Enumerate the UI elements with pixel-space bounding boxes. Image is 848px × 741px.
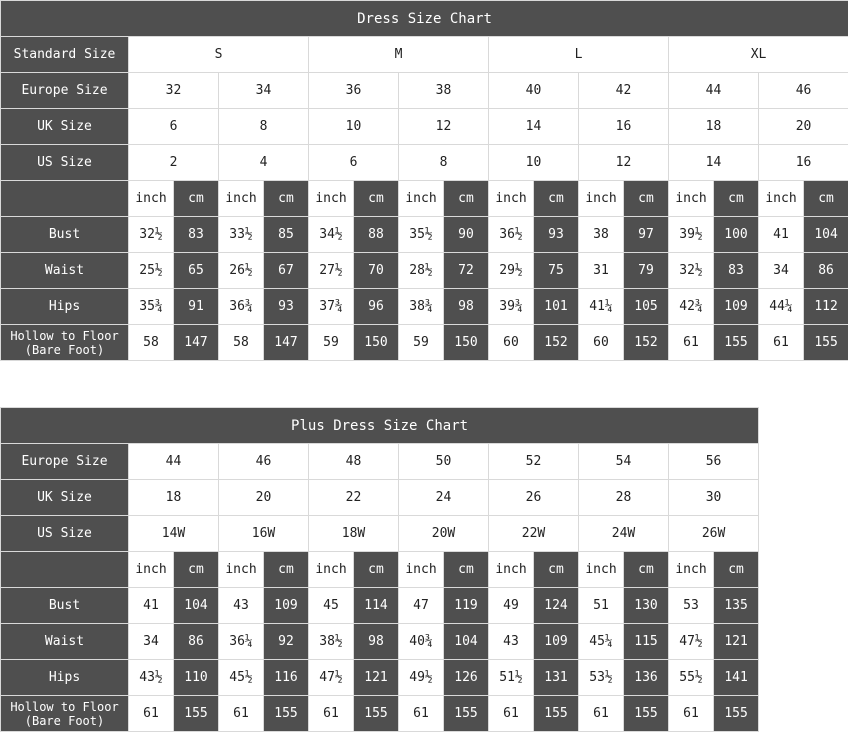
cm-value: 155 [354,696,399,732]
blank-label-cell [1,552,129,588]
measurement-row [1,325,848,361]
standard-size-row [1,37,848,73]
row-label: UK Size [1,109,129,145]
inch-value: 28½ [399,253,444,289]
size-cell: 8 [219,109,309,145]
inch-value: 36¼ [219,624,264,660]
row-label-line: Hollow to Floor [10,328,119,343]
size-cell: 16 [759,145,848,181]
inch-value: 39¾ [489,289,534,325]
cm-value: 86 [804,253,848,289]
measurement-row [1,253,848,289]
cm-value: 100 [714,217,759,253]
size-row [1,480,759,516]
cm-value: 67 [264,253,309,289]
cm-value: 155 [714,696,759,732]
cm-value: 91 [174,289,219,325]
cm-value: 155 [174,696,219,732]
unit-cm-header: cm [534,181,579,217]
inch-value: 34½ [309,217,354,253]
cm-value: 155 [624,696,669,732]
size-cell: 52 [489,444,579,480]
spacer [0,370,848,407]
row-label [1,325,129,361]
row-label: Bust [1,217,129,253]
size-cell: 26 [489,480,579,516]
size-cell: 10 [309,109,399,145]
inch-value: 42¾ [669,289,714,325]
inch-value: 53 [669,588,714,624]
unit-inch-header: inch [219,552,264,588]
size-cell: L [489,37,669,73]
inch-value: 60 [579,325,624,361]
measurement-row [1,217,848,253]
inch-value: 61 [129,696,174,732]
inch-value: 47½ [309,660,354,696]
inch-value: 51 [579,588,624,624]
unit-cm-header: cm [444,181,489,217]
inch-value: 45½ [219,660,264,696]
row-label-line: Hollow to Floor [10,699,119,714]
size-cell: 20 [219,480,309,516]
size-cell: 36 [309,73,399,109]
cm-value: 147 [174,325,219,361]
unit-inch-header: inch [309,181,354,217]
row-label: Europe Size [1,444,129,480]
size-cell: 44 [669,73,759,109]
cm-value: 70 [354,253,399,289]
row-label: UK Size [1,480,129,516]
size-cell: 14 [669,145,759,181]
size-cell: 18 [669,109,759,145]
size-cell: 40 [489,73,579,109]
size-cell: 24W [579,516,669,552]
unit-cm-header: cm [714,181,759,217]
inch-value: 60 [489,325,534,361]
size-cell: 42 [579,73,669,109]
inch-value: 27½ [309,253,354,289]
size-cell: 10 [489,145,579,181]
cm-value: 150 [354,325,399,361]
inch-value: 61 [399,696,444,732]
inch-value: 34 [759,253,804,289]
inch-value: 45¼ [579,624,624,660]
cm-value: 92 [264,624,309,660]
cm-value: 126 [444,660,489,696]
cm-value: 93 [534,217,579,253]
cm-value: 83 [174,217,219,253]
inch-value: 45 [309,588,354,624]
inch-value: 55½ [669,660,714,696]
size-cell: 18 [129,480,219,516]
measurement-row [1,624,759,660]
cm-value: 155 [534,696,579,732]
row-label [1,696,129,732]
inch-value: 61 [309,696,354,732]
unit-cm-header: cm [804,181,848,217]
chart-title: Dress Size Chart [1,1,848,37]
inch-value: 38¾ [399,289,444,325]
cm-value: 98 [354,624,399,660]
inch-value: 26½ [219,253,264,289]
cm-value: 98 [444,289,489,325]
size-cell: 54 [579,444,669,480]
cm-value: 109 [534,624,579,660]
inch-value: 36¾ [219,289,264,325]
measurement-row [1,660,759,696]
inch-value: 41 [129,588,174,624]
size-cell: 16 [579,109,669,145]
cm-value: 79 [624,253,669,289]
cm-value: 85 [264,217,309,253]
cm-value: 104 [174,588,219,624]
cm-value: 119 [444,588,489,624]
cm-value: 96 [354,289,399,325]
cm-value: 109 [714,289,759,325]
inch-value: 34 [129,624,174,660]
unit-inch-header: inch [669,181,714,217]
inch-value: 29½ [489,253,534,289]
cm-value: 136 [624,660,669,696]
inch-value: 59 [309,325,354,361]
size-cell: 12 [399,109,489,145]
size-cell: 20W [399,516,489,552]
cm-value: 88 [354,217,399,253]
inch-value: 41 [759,217,804,253]
unit-cm-header: cm [624,181,669,217]
measurement-row [1,696,759,732]
row-label: Europe Size [1,73,129,109]
size-cell: 20 [759,109,848,145]
inch-value: 61 [219,696,264,732]
inch-value: 37¾ [309,289,354,325]
cm-value: 114 [354,588,399,624]
cm-value: 124 [534,588,579,624]
cm-value: 109 [264,588,309,624]
cm-value: 110 [174,660,219,696]
inch-value: 51½ [489,660,534,696]
size-cell: 8 [399,145,489,181]
cm-value: 90 [444,217,489,253]
chart-title-row [1,408,759,444]
size-row [1,145,848,181]
inch-value: 44¼ [759,289,804,325]
inch-value: 49 [489,588,534,624]
unit-inch-header: inch [579,552,624,588]
cm-value: 121 [714,624,759,660]
inch-value: 43 [489,624,534,660]
size-cell: 28 [579,480,669,516]
row-label: Waist [1,624,129,660]
unit-cm-header: cm [714,552,759,588]
row-label: US Size [1,516,129,552]
cm-value: 116 [264,660,309,696]
unit-inch-header: inch [399,181,444,217]
unit-inch-header: inch [399,552,444,588]
unit-inch-header: inch [489,552,534,588]
size-cell: S [129,37,309,73]
dress-size-chart [0,0,848,361]
row-label: Hips [1,660,129,696]
size-cell: 46 [219,444,309,480]
cm-value: 112 [804,289,848,325]
cm-value: 131 [534,660,579,696]
size-cell: 16W [219,516,309,552]
inch-value: 33½ [219,217,264,253]
size-cell: 24 [399,480,489,516]
unit-cm-header: cm [354,552,399,588]
inch-value: 49½ [399,660,444,696]
cm-value: 105 [624,289,669,325]
blank-label-cell [1,181,129,217]
size-cell: 32 [129,73,219,109]
inch-value: 32½ [129,217,174,253]
inch-value: 43 [219,588,264,624]
unit-row [1,181,848,217]
cm-value: 147 [264,325,309,361]
size-row [1,109,848,145]
unit-cm-header: cm [354,181,399,217]
row-label: US Size [1,145,129,181]
unit-inch-header: inch [579,181,624,217]
cm-value: 115 [624,624,669,660]
unit-inch-header: inch [129,552,174,588]
cm-value: 141 [714,660,759,696]
unit-inch-header: inch [219,181,264,217]
size-cell: 6 [309,145,399,181]
unit-inch-header: inch [669,552,714,588]
size-cell: 14 [489,109,579,145]
cm-value: 97 [624,217,669,253]
cm-value: 152 [534,325,579,361]
cm-value: 75 [534,253,579,289]
unit-cm-header: cm [264,181,309,217]
inch-value: 61 [489,696,534,732]
cm-value: 130 [624,588,669,624]
size-row [1,444,759,480]
cm-value: 72 [444,253,489,289]
row-label-line: (Bare Foot) [24,342,105,357]
inch-value: 25½ [129,253,174,289]
cm-value: 101 [534,289,579,325]
inch-value: 35½ [399,217,444,253]
inch-value: 43½ [129,660,174,696]
unit-cm-header: cm [534,552,579,588]
inch-value: 53½ [579,660,624,696]
unit-inch-header: inch [309,552,354,588]
inch-value: 61 [669,696,714,732]
size-cell: 38 [399,73,489,109]
size-cell: 46 [759,73,848,109]
cm-value: 65 [174,253,219,289]
inch-value: 59 [399,325,444,361]
size-cell: 26W [669,516,759,552]
inch-value: 35¾ [129,289,174,325]
inch-value: 38 [579,217,624,253]
unit-inch-header: inch [489,181,534,217]
inch-value: 58 [129,325,174,361]
inch-value: 61 [579,696,624,732]
row-label-line: (Bare Foot) [24,713,105,728]
size-cell: 30 [669,480,759,516]
row-label: Waist [1,253,129,289]
size-cell: 50 [399,444,489,480]
cm-value: 93 [264,289,309,325]
unit-cm-header: cm [174,181,219,217]
size-cell: 22 [309,480,399,516]
row-label: Standard Size [1,37,129,73]
measurement-row [1,588,759,624]
row-label: Bust [1,588,129,624]
cm-value: 121 [354,660,399,696]
chart-title-row [1,1,848,37]
unit-inch-header: inch [759,181,804,217]
inch-value: 41¼ [579,289,624,325]
cm-value: 135 [714,588,759,624]
cm-value: 152 [624,325,669,361]
unit-cm-header: cm [624,552,669,588]
inch-value: 47 [399,588,444,624]
cm-value: 83 [714,253,759,289]
cm-value: 155 [264,696,309,732]
inch-value: 61 [759,325,804,361]
unit-row [1,552,759,588]
size-cell: 22W [489,516,579,552]
size-cell: 48 [309,444,399,480]
cm-value: 155 [714,325,759,361]
inch-value: 39½ [669,217,714,253]
size-cell: 56 [669,444,759,480]
measurement-row [1,289,848,325]
inch-value: 61 [669,325,714,361]
size-cell: 18W [309,516,399,552]
inch-value: 38½ [309,624,354,660]
unit-inch-header: inch [129,181,174,217]
unit-cm-header: cm [444,552,489,588]
cm-value: 86 [174,624,219,660]
size-cell: 34 [219,73,309,109]
size-cell: 12 [579,145,669,181]
inch-value: 40¾ [399,624,444,660]
cm-value: 104 [804,217,848,253]
size-row [1,73,848,109]
size-row [1,516,759,552]
cm-value: 104 [444,624,489,660]
inch-value: 32½ [669,253,714,289]
inch-value: 58 [219,325,264,361]
plus-dress-size-chart [0,407,759,732]
cm-value: 155 [444,696,489,732]
size-cell: M [309,37,489,73]
row-label: Hips [1,289,129,325]
cm-value: 155 [804,325,848,361]
inch-value: 47½ [669,624,714,660]
chart-title: Plus Dress Size Chart [1,408,759,444]
unit-cm-header: cm [174,552,219,588]
inch-value: 31 [579,253,624,289]
size-cell: 14W [129,516,219,552]
size-cell: XL [669,37,848,73]
inch-value: 36½ [489,217,534,253]
unit-cm-header: cm [264,552,309,588]
size-cell: 6 [129,109,219,145]
size-cell: 4 [219,145,309,181]
size-cell: 44 [129,444,219,480]
size-cell: 2 [129,145,219,181]
cm-value: 150 [444,325,489,361]
